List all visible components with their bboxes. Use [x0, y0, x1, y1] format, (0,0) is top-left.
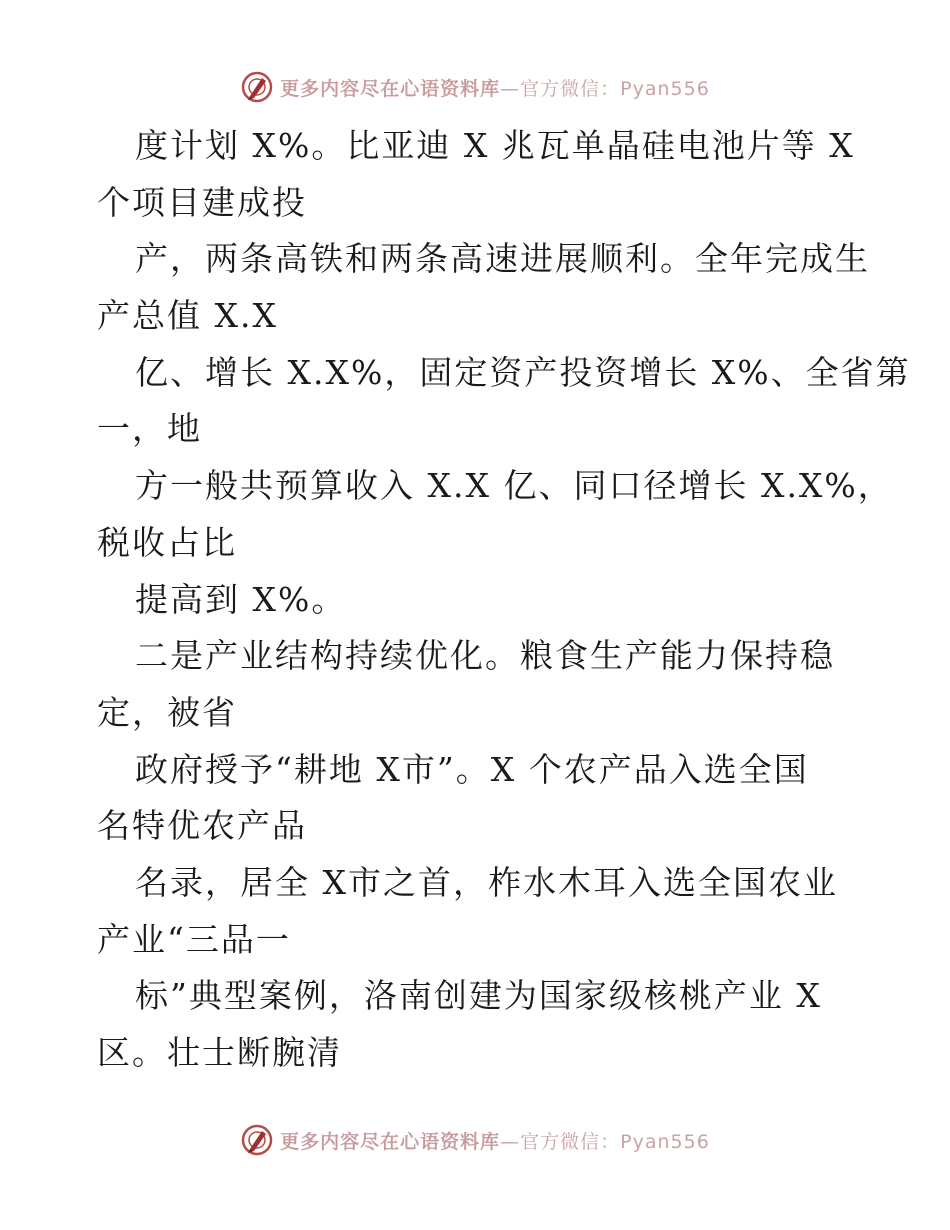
text-line: 税收占比	[97, 522, 237, 562]
text-line: 个项目建成投	[97, 182, 307, 222]
watermark-text	[280, 1127, 710, 1154]
text-line: 区。壮士断腕清	[97, 1033, 342, 1072]
text-line: 产业“三品一	[97, 919, 291, 959]
watermark-separator: —	[500, 77, 521, 100]
text-line: 一，地	[97, 409, 202, 449]
text-line: 度计划 X%。比亚迪 X 兆瓦单晶硅电池片等 X	[135, 126, 855, 165]
pen-logo-icon	[240, 1123, 274, 1157]
pen-logo-icon	[240, 70, 274, 104]
text-line: 定，被省	[97, 692, 237, 732]
text-line: 名录，居全 X市之首，柞水木耳入选全国农业	[135, 862, 838, 902]
watermark-main: 更多内容尽在心语资料库	[280, 77, 501, 100]
text-line: 标”典型案例，洛南创建为国家级核桃产业 X	[135, 976, 822, 1016]
watermark-text	[280, 74, 710, 101]
text-line: 名特优农产品	[97, 806, 307, 846]
watermark-separator: —	[500, 1130, 521, 1153]
document-body	[97, 118, 911, 1082]
watermark-main: 更多内容尽在心语资料库	[280, 1130, 501, 1153]
header-watermark	[0, 70, 950, 104]
text-line: 方一般共预算收入 X.X 亿、同口径增长 X.X%，	[135, 466, 893, 506]
watermark-contact: 官方微信：Pyan556	[520, 1130, 710, 1153]
text-line: 二是产业结构持续优化。粮食生产能力保持稳	[135, 636, 835, 676]
footer-watermark	[0, 1123, 950, 1157]
text-line: 政府授予“耕地 X市”。X 个农产品入选全国	[135, 749, 809, 789]
text-line: 产，两条高铁和两条高速进展顺利。全年完成生	[135, 239, 870, 279]
text-line: 产总值 X.X	[97, 296, 278, 336]
text-line: 提高到 X%。	[135, 579, 347, 619]
text-line: 亿、增长 X.X%，固定资产投资增长 X%、全省第	[135, 352, 911, 392]
watermark-contact: 官方微信：Pyan556	[520, 77, 710, 100]
